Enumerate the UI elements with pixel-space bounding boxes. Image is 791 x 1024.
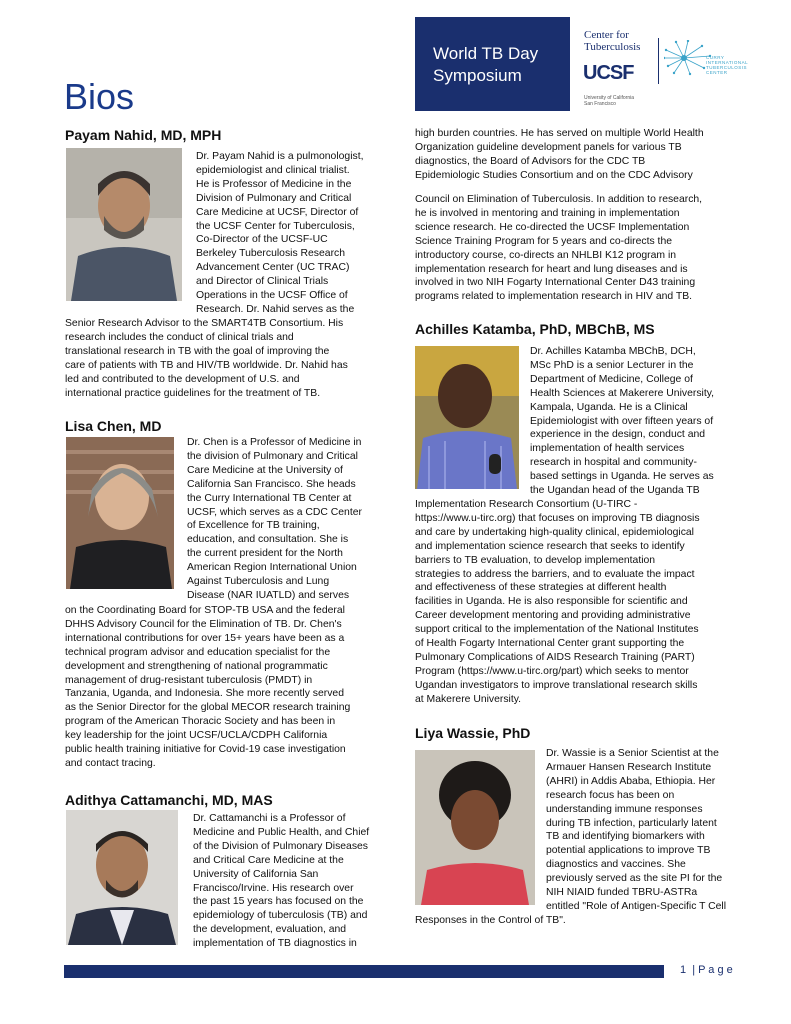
bio-text-wrap (546, 747, 751, 914)
bio-name: Payam Nahid, MD, MPH (65, 127, 222, 143)
bio-line: diagnostics, the Board of Advisors for the CDC TB (415, 155, 646, 167)
bio-line: implementation research for heart and lung diseases and is (415, 263, 688, 275)
bio-line: management of drug-resistant tuberculosis (PMDT) in (65, 674, 313, 686)
bio-line: Dr. Chen is a Professor of Medicine in (187, 437, 362, 448)
bio-line: Against Tuberculosis and Lung (187, 576, 330, 588)
bio-line: key leadership for the joint UCSF/UCLA/CDPH California (65, 730, 328, 742)
bio-line: during TB infection, particularly latent (546, 817, 717, 829)
ucsf-sub1: University of California (584, 95, 635, 101)
bio-line: development and strengthening of national programmatic (65, 660, 328, 672)
bio-line: previously served as the site PI for the (546, 873, 723, 885)
bio-line: https://www.u-tirc.org) that focuses on improving TB diagnosis (415, 512, 700, 524)
curry-line2: INTERNATIONAL (706, 60, 749, 65)
bio-line: led and contributed to the development of U.S. and (65, 373, 300, 385)
bio-line: Co-Director of the UCSF-UC (196, 234, 328, 246)
bio-line: implementation of health services (530, 443, 685, 455)
bio-line: Care Medicine at the University of (187, 464, 343, 476)
bio-line: Advancement Center (UC TRAC) (196, 262, 350, 274)
bio-line: education, and consultation. She is (187, 534, 349, 546)
bio-line: Epidemiologist with over fifteen years of (530, 415, 714, 427)
bio-line: Dr. Wassie is a Senior Scientist at the (546, 748, 719, 759)
bio-line: and care by undertaking high-quality clinical, epidemiological (415, 526, 694, 538)
bio-line: introductory course, co-directs an NHLBI K12 program in (415, 249, 677, 261)
bio-line: experience in the design, conduct and (530, 429, 706, 441)
bio-line: Francisco/Irvine. His research over (193, 882, 354, 894)
bio-line: (AHRI) in Addis Ababa, Ethiopia. Her (546, 775, 716, 787)
bio-line: TB and identifying biomarkers with (546, 831, 705, 843)
center-line2: Tuberculosis (584, 41, 641, 53)
bio-line: involved in two NIH Fogarty International Center D43 training (415, 277, 696, 289)
curry-center-logo-text (706, 55, 748, 75)
bio-name: Liya Wassie, PhD (415, 725, 531, 741)
bio-line: implementation of TB diagnostics in (193, 938, 357, 950)
bio-line: entitled "Role of Antigen-Specific T Cell (546, 900, 727, 912)
bio-line: Program (https://www.u-tirc.org/part) which seeks to mentor (415, 665, 689, 677)
bio-line: at Makerere University. (415, 693, 522, 705)
bio-line: Dr. Payam Nahid is a pulmonologist, (196, 151, 364, 162)
portrait-image (415, 750, 535, 905)
bio-line: Tanzania, Uganda, and Indonesia. She more recently served (65, 688, 344, 700)
bio-line: and Director of Clinical Trials (196, 276, 329, 288)
bio-line: the development, evaluation, and (193, 924, 347, 936)
bio-line: the Ugandan head of the Uganda TB (530, 485, 700, 497)
bio-line: Operations in the UCSF Office of (196, 290, 348, 302)
bio-line: Dr. Achilles Katamba MBChB, DCH, (530, 346, 696, 357)
portrait-image (66, 810, 178, 945)
curry-line1: CURRY (706, 55, 725, 60)
portrait-photo (66, 810, 178, 945)
bio-line: Department of Medicine, College of (530, 373, 693, 385)
curry-line3: TUBERCULOSIS (706, 65, 748, 70)
bio-line: facilities in Uganda. He is also responsible for scientific and (415, 596, 688, 608)
bio-line: DHHS Advisory Council for the Elimination of TB. Dr. Chen's (65, 618, 342, 630)
event-title-line2: Symposium (433, 66, 522, 85)
bio-line: epidemiologist and clinical trialist. (196, 164, 350, 176)
bio-text-continued (415, 127, 745, 183)
bio-name: Adithya Cattamanchi, MD, MAS (65, 792, 273, 808)
bio-line: translational research in TB with the goal of improving the (65, 345, 330, 357)
bio-line: and contact tracing. (65, 757, 156, 769)
bio-line: Health Sciences at Makerere University, (530, 387, 715, 399)
bio-line: and Critical Care Medicine at the (193, 854, 344, 866)
ucsf-sub2: San Francisco (584, 101, 616, 107)
bio-line: the past 15 years has focused on the (193, 896, 364, 908)
bio-line: research in hospital and community- (530, 457, 697, 469)
bio-line: and effectiveness of these strategies at different health (415, 582, 667, 594)
bio-line: and implementation science research that seeks to identify (415, 540, 685, 552)
bio-line: program of the American Thoracic Society and has been in (65, 716, 336, 728)
bio-line: understanding immune responses (546, 803, 703, 815)
bio-line: potential applications to improve TB (546, 845, 711, 857)
bio-text-wrap (187, 436, 397, 603)
bio-text-full (65, 317, 395, 400)
logo-divider (658, 38, 659, 84)
bio-text-continued (415, 193, 745, 304)
bio-line: Medicine and Public Health, and Chief (193, 826, 370, 838)
bio-line: programs related to implementation research in HIV and TB. (415, 291, 693, 303)
portrait-image (415, 346, 519, 489)
bio-line: Care Medicine at UCSF, Director of (196, 206, 359, 218)
bio-line: the Curry International TB Center at (187, 492, 352, 504)
bio-line: MSc PhD is a senior Lecturer in the (530, 359, 694, 371)
bio-line: technical program advisor and education specialist for the (65, 646, 331, 658)
bio-line: on the Coordinating Board for STOP-TB USA and the federal (65, 605, 345, 616)
event-title-line1: World TB Day (433, 44, 539, 63)
event-title-banner (415, 17, 570, 111)
bio-line: University of California San (193, 868, 319, 880)
bio-line: high burden countries. He has served on multiple World Health (415, 128, 704, 139)
bio-line: Dr. Cattamanchi is a Professor of (193, 813, 346, 824)
bio-text-wrap (193, 812, 398, 951)
bio-line: Berkeley Tuberculosis Research (196, 248, 345, 260)
bio-line: Senior Research Advisor to the SMART4TB Consortium. His (65, 318, 344, 329)
bio-line: of Health Fogarty International Center grant supporting the (415, 638, 685, 650)
bio-line: Ugandan investigators to improve translational research skills (415, 679, 698, 691)
bio-line: care of patients with TB and HIV/TB worldwide. Dr. Nahid has (65, 359, 348, 371)
bio-name: Lisa Chen, MD (65, 418, 162, 434)
bio-text-full (65, 604, 395, 771)
footer-bar (64, 965, 740, 978)
bio-line: of the Division of Pulmonary Diseases (193, 840, 368, 852)
bio-line: science research. He co-directed the UCSF Implementation (415, 221, 690, 233)
center-for-tb-logo (584, 29, 640, 53)
portrait-image (66, 148, 182, 301)
bio-line: based settings in Uganda. He serves as (530, 471, 714, 483)
bio-line: California San Francisco. She heads (187, 478, 356, 490)
bio-text-wrap (530, 345, 745, 498)
bio-line: Armauer Hansen Research Institute (546, 761, 712, 773)
bio-line: Epidemiologic Studies Consortium and on the CDC Advisory (415, 169, 693, 181)
curry-line4: CENTER (706, 70, 728, 75)
bio-line: Implementation Research Consortium (U-TIRC - (415, 499, 638, 510)
bio-line: Kampala, Uganda. He is a Clinical (530, 401, 688, 413)
page-number (664, 964, 740, 979)
page-title: Bios (64, 76, 135, 117)
bio-line: international practice guidelines for the treatment of TB. (65, 387, 321, 399)
bio-line: barriers to TB evaluation, to develop implementation (415, 554, 656, 566)
bio-line: Division of Pulmonary and Critical (196, 192, 352, 204)
center-line1: Center for (584, 29, 629, 41)
bio-line: research focus has been on (546, 789, 675, 801)
bio-text-full (415, 498, 750, 707)
portrait-photo (66, 148, 182, 301)
bio-line: support critical to the implementation of the National Institutes (415, 624, 699, 636)
bio-line: Disease (NAR IUATLD) and serves (187, 589, 350, 601)
bio-line: research includes the conduct of clinical trials and (65, 331, 294, 343)
portrait-image (66, 437, 174, 589)
bio-line: the UCSF Center for Tuberculosis, (196, 220, 355, 232)
ucsf-logo: UCSF (583, 62, 634, 84)
bio-line: NIH NIAID funded TBRU-ASTRa (546, 887, 698, 899)
page-label: | P a g e (692, 964, 733, 976)
bio-line: public health training initiative for Covid-19 case investigation (65, 744, 346, 756)
bio-line: the current president for the North (187, 548, 343, 560)
bio-line: American Region International Union (187, 562, 357, 574)
bio-line: of Excellence for TB training, (187, 520, 320, 532)
bio-line: international contributions for over 15+ years have been as a (65, 632, 345, 644)
ucsf-subtitle (584, 95, 634, 107)
bio-line: strategies to address the barriers, and to evaluate the impact (415, 568, 695, 580)
bio-line: Science Training Program for 5 years and co-directs the (415, 235, 673, 247)
portrait-photo (415, 346, 519, 489)
bio-line: Pulmonary Complications of AIDS Research Training (PART) (415, 651, 695, 663)
bio-line: UCSF, which serves as a CDC Center (187, 506, 362, 518)
bio-line: he is involved in mentoring and training in implementation (415, 207, 680, 219)
bio-text-full (415, 914, 750, 928)
bio-line: diagnostics and vaccines. She (546, 859, 686, 871)
bio-line: He is Professor of Medicine in the (196, 178, 352, 190)
bio-name: Achilles Katamba, PhD, MBChB, MS (415, 321, 655, 337)
bio-line: as the Senior Director for the global MECOR research training (65, 702, 351, 714)
bio-line: the division of Pulmonary and Critical (187, 450, 358, 462)
bio-line: Research. Dr. Nahid serves as the (196, 303, 355, 315)
page-number-value: 1 (680, 964, 687, 976)
bio-line: Career development mentoring and providing administrative (415, 610, 691, 622)
bio-text-wrap (196, 150, 396, 317)
portrait-photo (66, 437, 174, 589)
bio-line: Council on Elimination of Tuberculosis. In addition to research, (415, 194, 703, 205)
portrait-photo (415, 750, 535, 905)
bio-line: epidemiology of tuberculosis (TB) and (193, 910, 368, 922)
bio-line: Organization guideline development panels for various TB (415, 141, 682, 153)
bio-line: Responses in the Control of TB". (415, 915, 566, 926)
